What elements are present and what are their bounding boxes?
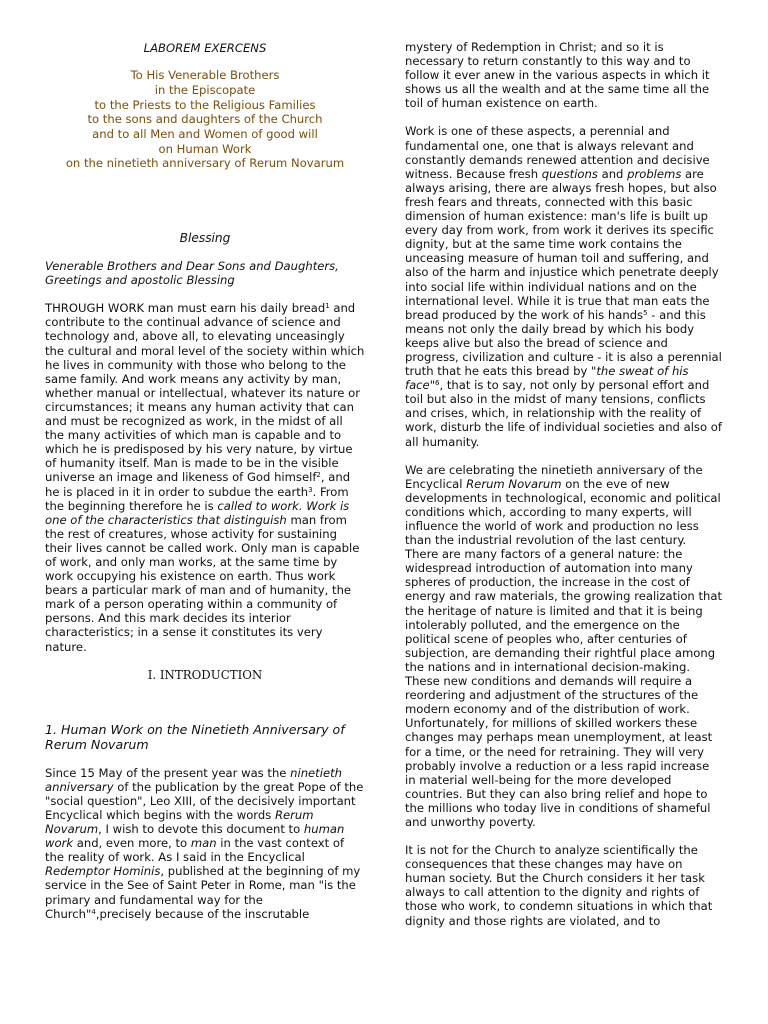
emphasis-text: Redemptor Hominis: [45, 864, 161, 879]
footnote-ref-2[interactable]: 2: [316, 471, 321, 480]
text-run: THROUGH WORK man must earn his daily bread: [45, 301, 326, 316]
text-run: and contribute to the continual advance of science and technology and, above all, to elevating unceasingly the cultural and moral level of the society within which he lives in community with those who belong to the same family. And work means any activity by man, whether manual or intellectual, whatever its nature or circumstances; it means any human activity that can and must be recognized as work, in the midst of all the many activities of which man is capable and to which he is predisposed by his very nature, by virtue of humanity itself. Man is made to be in the visible universe an image and likeness of God himself: [45, 301, 365, 485]
footnote-ref-3[interactable]: 3: [308, 485, 313, 494]
section-1-heading: 1. Human Work on the Ninetieth Anniversary of Rerum Novarum: [45, 721, 345, 752]
emphasis-text: human work: [45, 822, 345, 851]
paragraph-celebrating: [405, 463, 723, 829]
addressee-line: To His Venerable Brothers: [130, 68, 280, 83]
text-run: We are celebrating the ninetieth anniversary of the Encyclical: [405, 462, 703, 491]
text-run: Work is one of these aspects, a perennial and fundamental one, one that is always relevant and constantly demands renewed attention and decisive witness. Because fresh: [405, 124, 710, 181]
text-run: , I wish to devote this document to: [98, 822, 304, 837]
addressee-line: in the Episcopate: [154, 82, 256, 97]
addressee-line: to the sons and daughters of the Church: [87, 112, 323, 127]
addressee-line: on the ninetieth anniversary of Rerum Novarum: [65, 156, 345, 171]
footnote-ref-4[interactable]: 4: [91, 907, 96, 916]
text-run: , and he is placed in it in order to subdue the earth: [45, 470, 351, 499]
addressee-block: [45, 68, 365, 171]
emphasis-text: problems: [627, 166, 682, 181]
emphasis-text: Rerum Novarum: [45, 808, 314, 837]
emphasis-text: called to work. Work is one of the characteristics that distinguish: [45, 498, 350, 527]
addressee-line: and to all Men and Women of good will: [92, 126, 318, 141]
greeting-line: Venerable Brothers and Dear Sons and Daughters,: [45, 259, 339, 274]
text-run: Since 15 May of the present year was the: [45, 765, 291, 780]
addressee-line: on Human Work: [158, 141, 252, 156]
left-column: [45, 0, 365, 921]
text-run: ,precisely because of the inscrutable: [95, 906, 310, 921]
introduction-heading: I. INTRODUCTION: [147, 667, 263, 682]
emphasis-text: "the sweat of his face": [405, 364, 689, 393]
paragraph-continuation: mystery of Redemption in Christ; and so it is necessary to return constantly to this way and to follow it ever anew in the various aspects in which it shows us all the wealth and at the same time all the toil of human existence on earth.: [405, 40, 710, 111]
text-run: in the vast context of the reality of work. As I said in the Encyclical: [45, 836, 345, 865]
paragraph-work-aspects: [405, 124, 723, 448]
blessing-greeting: [45, 259, 365, 287]
footnote-ref-6[interactable]: 6: [435, 379, 440, 388]
text-run: on the eve of new developments in technological, economic and political conditions which, according to many experts, will influence the world of work and production no less than the industrial revolution of the last century. There are many factors of a general nature: the widespread introduction of automation into many spheres of production, the increase in the cost of energy and raw materials, the growing realization that the heritage of nature is limited and that it is being intolerably polluted, and the emergence on the political scene of peoples who, after centuries of subjection, are demanding their rightful place among the nations and in international decision-making. These new conditions and demands will require a reordering and adjustment of the structures of the modern economy and of the distribution of work. Unfortunately, for millions of skilled workers these changes may perhaps mean unemployment, at least for a time, or the need for retraining. They will very probably involve a reduction or a less rapid increase in material well-being for the more developed countries. But they can also bring relief and hope to the millions who today live in conditions of shameful and unworthy poverty.: [405, 476, 723, 829]
emphasis-text: man: [190, 836, 217, 851]
paragraph-through-work: [45, 301, 365, 653]
paragraph-anniversary: [45, 766, 365, 921]
emphasis-text: Rerum Novarum: [466, 476, 562, 491]
emphasis-text: ninetieth anniversary: [45, 765, 342, 794]
text-run: are always arising, there are always fresh hopes, but also fresh fears and threats, connected with this basic dimension of human existence: man's life is built up every day from work, from work it derives its specific dignity, but at the same time work contains the unceasing measure of human toil and suffering, and also of the harm and injustice which penetrate deeply into social life within individual nations and on the international level. While it is true that man eats the bread produced by the work of his hands: [405, 166, 719, 322]
greeting-line: Greetings and apostolic Blessing: [45, 273, 235, 288]
text-run: of the publication by the great Pope of the "social question", Leo XIII, of the decisively important Encyclical which begins with the words: [45, 779, 364, 823]
paragraph-church-task: It is not for the Church to analyze scientifically the consequences that these changes may have on human society. But the Church considers it her task always to call attention to the dignity and rights of those who work, to condemn situations in which that dignity and those rights are violated, and to: [405, 843, 713, 928]
text-run: . From the beginning therefore he is: [45, 484, 349, 513]
addressee-line: to the Priests to the Religious Families: [94, 97, 316, 112]
text-run: , published at the beginning of my service in the See of Saint Peter in Rome, man "is the primary and fundamental way for the Church": [45, 864, 361, 921]
text-run: - and this means not only the daily bread by which his body keeps alive but also the bread of science and progress, civilization and culture - it is also a perennial truth that he eats this bread by: [405, 307, 722, 379]
emphasis-text: questions: [541, 166, 598, 181]
text-run: , that is to say, not only by personal effort and toil but also in the midst of many tensions, conflicts and crises, which, in relationship with the reality of work, disturb the life of individual societies and also of all humanity.: [405, 378, 722, 449]
document-title: LABOREM EXERCENS: [143, 41, 267, 55]
right-column: [405, 0, 723, 928]
blessing-heading: Blessing: [179, 231, 231, 246]
footnote-ref-5[interactable]: 5: [643, 308, 648, 317]
text-run: man from the rest of creatures, whose activity for sustaining their lives cannot be called work. Only man is capable of work, and only man works, at the same time by work occupying his existence on earth. Thus work bears a particular mark of man and of humanity, the mark of a person operating within a community of persons. And this mark decides its interior characteristics; in a sense it constitutes its very nature.: [45, 512, 360, 654]
text-run: and: [597, 166, 628, 181]
footnote-ref-1[interactable]: 1: [325, 302, 330, 311]
text-run: and, even more, to: [73, 836, 191, 851]
